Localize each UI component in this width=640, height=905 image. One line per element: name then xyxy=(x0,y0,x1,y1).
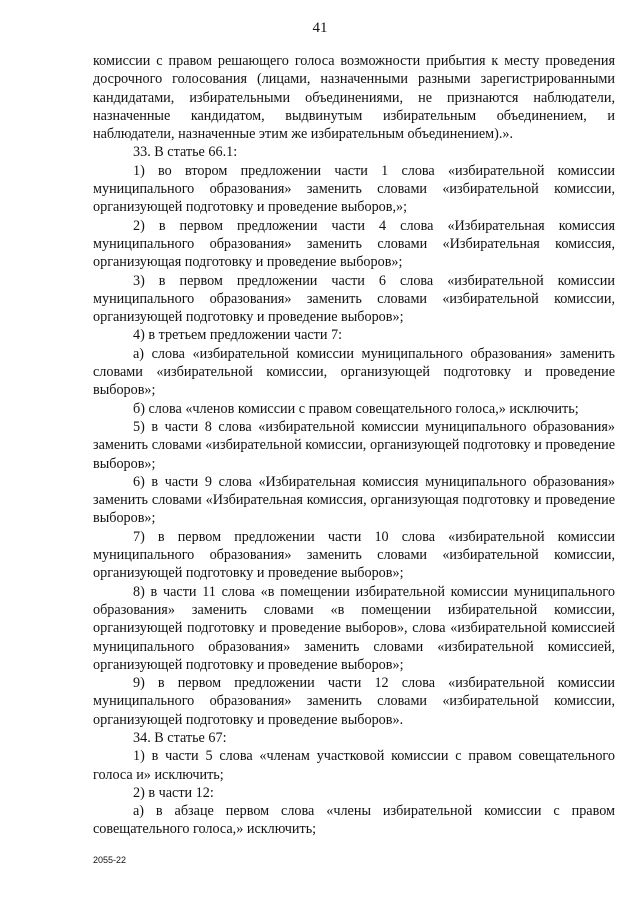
document-body xyxy=(93,52,615,839)
paragraph-1: 33. В статье 66.1: xyxy=(133,144,238,161)
paragraph-10: 7) в первом предложении части 10 слова «избирательной комиссии муниципального образования» заменить словами «избирательной комиссии, организующей подготовку и проведение выборов»; xyxy=(93,528,615,582)
paragraph-3: 2) в первом предложении части 4 слова «Избирательная комиссия муниципального образования» заменить словами «Избирательная комиссия, организующая подготовку и проведение выборов»; xyxy=(93,217,615,271)
paragraph-11: 8) в части 11 слова «в помещении избирательной комиссии муниципального образования» заменить словами «в помещении избирательной комиссии, организующей подготовку и проведение выборов», слова «избирательной комиссией муниципального образования» заменить словами «избирательной комиссией, организующей подготовку и проведение выборов»; xyxy=(93,583,615,673)
page-number: 41 xyxy=(312,20,328,36)
paragraph-5: 4) в третьем предложении части 7: xyxy=(133,327,343,344)
paragraph-4: 3) в первом предложении части 6 слова «избирательной комиссии муниципального образования» заменить словами «избирательной комиссии, организующей подготовку и проведение выборов»; xyxy=(93,272,615,326)
paragraph-15: 2) в части 12: xyxy=(133,784,214,801)
paragraph-16: а) в абзаце первом слова «члены избирательной комиссии с правом совещательного голоса,» исключить; xyxy=(93,803,615,838)
paragraph-6: а) слова «избирательной комиссии муниципального образования» заменить словами «избирательной комиссии, организующей подготовку и проведение выборов»; xyxy=(93,345,615,399)
paragraph-0: комиссии с правом решающего голоса возможности прибытия к месту проведения досрочного голосования (лицами, назначенными разными зарегистрированными кандидатами, избирательными объединениями, не признаются наблюдатели, назначенные кандидатом, выдвинутым избирательным объединением, и наблюдатели, назначенные этим же избирательным объединением).». xyxy=(93,53,615,143)
paragraph-9: 6) в части 9 слова «Избирательная комиссия муниципального образования» заменить словами «Избирательная комиссия, организующая подготовку и проведение выборов»; xyxy=(93,473,615,527)
paragraph-14: 1) в части 5 слова «членам участковой комиссии с правом совещательного голоса и» исключить; xyxy=(93,748,615,783)
paragraph-8: 5) в части 8 слова «избирательной комиссии муниципального образования» заменить словами «избирательной комиссии, организующей подготовку и проведение выборов»; xyxy=(93,418,615,472)
footer-document-code: 2055-22 xyxy=(93,855,127,865)
paragraph-2: 1) во втором предложении части 1 слова «избирательной комиссии муниципального образования» заменить словами «избирательной комиссии, организующей подготовку и проведение выборов,»; xyxy=(93,162,615,216)
paragraph-13: 34. В статье 67: xyxy=(133,729,227,746)
paragraph-7: б) слова «членов комиссии с правом совещательного голоса,» исключить; xyxy=(133,400,579,417)
paragraph-12: 9) в первом предложении части 12 слова «избирательной комиссии муниципального образования» заменить словами «избирательной комиссии, организующей подготовку и проведение выборов». xyxy=(93,675,615,728)
